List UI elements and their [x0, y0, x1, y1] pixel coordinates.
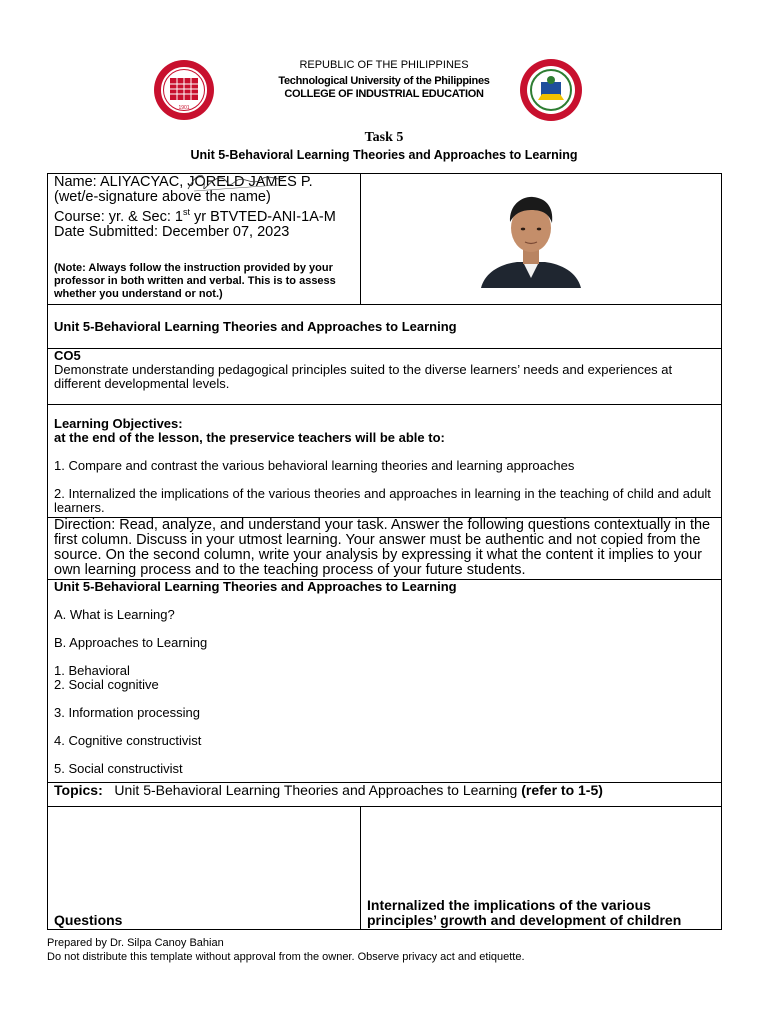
topics-ref: (refer to 1-5) — [521, 782, 603, 798]
date-line — [54, 225, 354, 240]
approach-item: 5. Social constructivist — [54, 761, 183, 776]
content-question-b: B. Approaches to Learning — [54, 635, 208, 650]
course-sup: st — [182, 207, 190, 217]
course-label: Course: yr. & Sec: 1 — [54, 208, 183, 225]
topics-text: Unit 5-Behavioral Learning Theories and Approaches to Learning — [114, 782, 518, 798]
unit-title: Unit 5-Behavioral Learning Theories and Approaches to Learning — [54, 318, 457, 334]
course-line — [54, 205, 354, 225]
university-name: Technological University of the Philippines — [278, 75, 490, 87]
footer-prepared: Prepared by Dr. Silpa Canoy Bahian — [47, 937, 224, 949]
topics-cell — [48, 783, 722, 807]
college-name: COLLEGE OF INDUSTRIAL EDUCATION — [284, 88, 484, 100]
objectives-heading: Learning Objectives: — [54, 416, 183, 431]
unit-title-cell — [48, 305, 722, 349]
approach-item: 3. Information processing — [54, 705, 200, 720]
direction-cell — [48, 518, 722, 580]
republic-heading: REPUBLIC OF THE PHILIPPINES — [299, 59, 469, 71]
task-title: Task 5 — [364, 130, 404, 145]
task-subtitle: Unit 5-Behavioral Learning Theories and Approaches to Learning — [190, 148, 578, 162]
questions-label: Questions — [54, 912, 123, 928]
name-label: Name: — [54, 174, 97, 190]
signature-note: (wet/e-signature above the name) — [54, 189, 271, 205]
course-outcome-cell — [48, 349, 722, 405]
objectives-intro: at the end of the lesson, the preservice teachers will be able to: — [54, 430, 445, 445]
date-submitted: December 07, 2023 — [162, 223, 290, 240]
objective-item: 2. Internalized the implications of the various theories and approaches in learning in the teaching of child and adult learners. — [54, 486, 711, 515]
approach-item: 2. Social cognitive — [54, 677, 159, 692]
task-form-table — [47, 173, 722, 930]
footer-notice: Do not distribute this template without approval from the owner. Observe privacy act and etiquette. — [47, 951, 525, 963]
seal-year: 1901 — [178, 105, 190, 111]
student-photo — [479, 192, 583, 288]
implications-column-header — [361, 807, 722, 930]
co-code: CO5 — [54, 348, 81, 363]
content-cell — [48, 580, 722, 783]
student-name: ALIYACYAC, JORELD JAMES P. — [99, 174, 313, 190]
direction-text: Direction: Read, analyze, and understand your task. Answer the following questions contextually in the first column. Discuss in your utmost learning. Your answer must be authentic and not copied from the source. On the second column, write your analysis by expressing it what the content it implies to your own learning process and to the teaching process of your future students. — [54, 517, 711, 578]
instruction-note: (Note: Always follow the instruction provided by your professor in both written and verbal. This is to assess whether you understand or not.) — [54, 261, 336, 300]
questions-column-header — [48, 807, 361, 930]
objective-item: 1. Compare and contrast the various behavioral learning theories and learning approaches — [54, 458, 575, 473]
objectives-cell — [48, 405, 722, 518]
photo-cell — [361, 174, 722, 305]
approach-item: 1. Behavioral — [54, 663, 130, 678]
approach-item: 4. Cognitive constructivist — [54, 733, 202, 748]
implications-label: Internalized the implications of the various principles’ growth and development of children — [367, 897, 682, 928]
signature-scribble — [180, 167, 290, 197]
content-heading: Unit 5-Behavioral Learning Theories and Approaches to Learning — [54, 579, 457, 594]
topics-label: Topics: — [54, 782, 103, 798]
date-label: Date Submitted: — [54, 223, 158, 240]
co-text: Demonstrate understanding pedagogical principles suited to the diverse learners’ needs and experiences at different developmental levels. — [54, 362, 673, 391]
content-question-a: A. What is Learning? — [54, 607, 175, 622]
course-value: yr BTVTED-ANI-1A-M — [189, 208, 336, 225]
